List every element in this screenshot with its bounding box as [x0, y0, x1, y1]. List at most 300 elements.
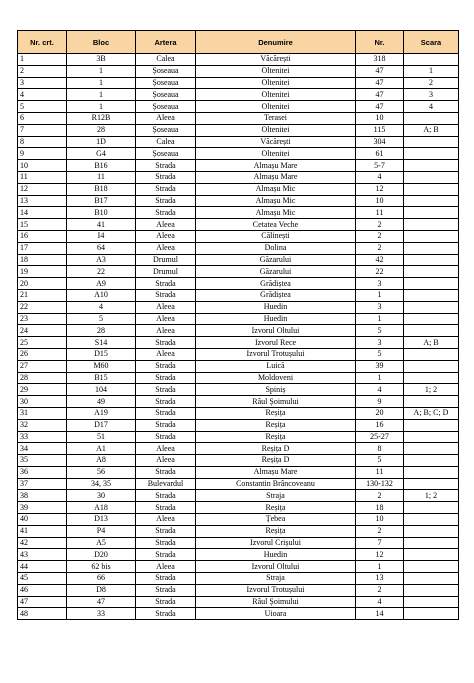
table-row [18, 525, 459, 537]
cell-bloc: D20 [67, 549, 136, 561]
table-row [18, 573, 459, 585]
cell-nr-crt: 27 [18, 360, 67, 372]
cell-nr-crt: 22 [18, 301, 67, 313]
cell-denumire: Almașu Mic [196, 207, 356, 219]
table-row [18, 384, 459, 396]
cell-nr: 130-132 [356, 478, 404, 490]
cell-nr-crt: 30 [18, 396, 67, 408]
table-row [18, 160, 459, 172]
cell-nr-crt: 32 [18, 419, 67, 431]
cell-bloc: 66 [67, 573, 136, 585]
cell-artera: Strada [136, 502, 196, 514]
cell-denumire: Văcărești [196, 54, 356, 66]
table-row [18, 455, 459, 467]
table-row [18, 396, 459, 408]
cell-nr: 318 [356, 54, 404, 66]
cell-bloc: 3B [67, 54, 136, 66]
cell-artera: Strada [136, 608, 196, 620]
cell-nr: 5 [356, 348, 404, 360]
cell-denumire: Grădiștea [196, 289, 356, 301]
cell-artera: Strada [136, 525, 196, 537]
table-row [18, 278, 459, 290]
blocks-table [17, 30, 459, 620]
table-row [18, 148, 459, 160]
cell-denumire: Almașu Mare [196, 160, 356, 172]
cell-artera: Aleea [136, 348, 196, 360]
cell-nr: 20 [356, 407, 404, 419]
cell-artera: Aleea [136, 112, 196, 124]
table-row [18, 360, 459, 372]
table-row [18, 337, 459, 349]
cell-denumire: Oltenitei [196, 124, 356, 136]
cell-artera: Aleea [136, 514, 196, 526]
cell-nr-crt: 38 [18, 490, 67, 502]
table-row [18, 124, 459, 136]
cell-bloc: 30 [67, 490, 136, 502]
cell-artera: Aleea [136, 301, 196, 313]
cell-nr-crt: 48 [18, 608, 67, 620]
cell-denumire: Izvorul Crișului [196, 537, 356, 549]
cell-bloc: 41 [67, 219, 136, 231]
table-row [18, 419, 459, 431]
cell-scara: 1; 2 [404, 490, 459, 502]
cell-denumire: Reșița D [196, 455, 356, 467]
cell-nr-crt: 19 [18, 266, 67, 278]
cell-denumire: Spiniș [196, 384, 356, 396]
cell-nr: 47 [356, 77, 404, 89]
cell-nr: 4 [356, 384, 404, 396]
cell-denumire: Găzarului [196, 254, 356, 266]
cell-denumire: Constantin Brâncoveanu [196, 478, 356, 490]
cell-artera: Strada [136, 337, 196, 349]
cell-scara [404, 195, 459, 207]
cell-nr-crt: 29 [18, 384, 67, 396]
table-row [18, 325, 459, 337]
cell-denumire: Reșița D [196, 443, 356, 455]
cell-artera: Șoseaua [136, 65, 196, 77]
cell-nr: 5 [356, 325, 404, 337]
cell-denumire: Grădiștea [196, 278, 356, 290]
cell-scara [404, 207, 459, 219]
cell-bloc: 64 [67, 242, 136, 254]
header-nr-crt: Nr. crt. [18, 31, 67, 54]
table-row [18, 372, 459, 384]
cell-artera: Strada [136, 407, 196, 419]
cell-denumire: Cetatea Veche [196, 219, 356, 231]
cell-nr-crt: 21 [18, 289, 67, 301]
cell-bloc: A19 [67, 407, 136, 419]
cell-denumire: Terasei [196, 112, 356, 124]
cell-artera: Strada [136, 431, 196, 443]
cell-denumire: Găzarului [196, 266, 356, 278]
cell-nr-crt: 40 [18, 514, 67, 526]
cell-scara: 1 [404, 65, 459, 77]
cell-bloc: 62 bis [67, 561, 136, 573]
cell-nr-crt: 16 [18, 230, 67, 242]
table-row [18, 289, 459, 301]
cell-bloc: 51 [67, 431, 136, 443]
cell-nr: 1 [356, 561, 404, 573]
cell-scara [404, 301, 459, 313]
cell-scara [404, 242, 459, 254]
cell-bloc: G4 [67, 148, 136, 160]
cell-nr-crt: 10 [18, 160, 67, 172]
cell-denumire: Călinești [196, 230, 356, 242]
cell-scara [404, 348, 459, 360]
cell-scara [404, 549, 459, 561]
cell-nr-crt: 6 [18, 112, 67, 124]
cell-nr: 12 [356, 183, 404, 195]
table-row [18, 207, 459, 219]
cell-nr-crt: 23 [18, 313, 67, 325]
cell-scara [404, 537, 459, 549]
cell-nr: 1 [356, 372, 404, 384]
cell-denumire: Râul Șoimului [196, 396, 356, 408]
cell-nr: 12 [356, 549, 404, 561]
cell-artera: Aleea [136, 242, 196, 254]
cell-bloc: 49 [67, 396, 136, 408]
table-row [18, 407, 459, 419]
cell-bloc: B15 [67, 372, 136, 384]
cell-bloc: 34, 35 [67, 478, 136, 490]
cell-scara [404, 443, 459, 455]
cell-denumire: Izvorul Trotușului [196, 584, 356, 596]
cell-bloc: 1 [67, 89, 136, 101]
cell-artera: Aleea [136, 455, 196, 467]
table-row [18, 54, 459, 66]
cell-nr-crt: 36 [18, 466, 67, 478]
table-row [18, 65, 459, 77]
cell-nr-crt: 9 [18, 148, 67, 160]
cell-artera: Strada [136, 490, 196, 502]
cell-scara [404, 278, 459, 290]
cell-scara [404, 171, 459, 183]
cell-bloc: 47 [67, 596, 136, 608]
cell-denumire: Oltenitei [196, 77, 356, 89]
cell-nr-crt: 39 [18, 502, 67, 514]
cell-nr-crt: 14 [18, 207, 67, 219]
table-row [18, 537, 459, 549]
cell-scara: A; B; C; D [404, 407, 459, 419]
cell-nr: 10 [356, 514, 404, 526]
cell-nr: 3 [356, 337, 404, 349]
table-row [18, 313, 459, 325]
cell-artera: Aleea [136, 313, 196, 325]
cell-artera: Șoseaua [136, 89, 196, 101]
cell-denumire: Reșița [196, 502, 356, 514]
cell-scara [404, 466, 459, 478]
cell-denumire: Izvorul Oltului [196, 561, 356, 573]
cell-scara [404, 514, 459, 526]
cell-bloc: A9 [67, 278, 136, 290]
cell-bloc: A8 [67, 455, 136, 467]
table-row [18, 301, 459, 313]
cell-nr: 7 [356, 537, 404, 549]
cell-nr: 1 [356, 313, 404, 325]
cell-bloc: B10 [67, 207, 136, 219]
cell-bloc: A10 [67, 289, 136, 301]
cell-artera: Strada [136, 171, 196, 183]
cell-bloc: D15 [67, 348, 136, 360]
cell-denumire: Reșița [196, 431, 356, 443]
cell-scara [404, 561, 459, 573]
cell-bloc: 104 [67, 384, 136, 396]
cell-denumire: Almașu Mare [196, 466, 356, 478]
cell-nr-crt: 20 [18, 278, 67, 290]
cell-denumire: Straja [196, 490, 356, 502]
cell-artera: Strada [136, 549, 196, 561]
cell-artera: Strada [136, 289, 196, 301]
cell-artera: Strada [136, 384, 196, 396]
cell-nr-crt: 26 [18, 348, 67, 360]
header-artera: Artera [136, 31, 196, 54]
cell-nr-crt: 47 [18, 596, 67, 608]
cell-bloc: 28 [67, 124, 136, 136]
table-row [18, 431, 459, 443]
cell-bloc: 1D [67, 136, 136, 148]
cell-nr-crt: 44 [18, 561, 67, 573]
cell-nr: 47 [356, 101, 404, 113]
table-row [18, 561, 459, 573]
cell-nr: 61 [356, 148, 404, 160]
cell-scara: 1; 2 [404, 384, 459, 396]
cell-denumire: Uioara [196, 608, 356, 620]
cell-nr: 39 [356, 360, 404, 372]
cell-nr: 10 [356, 112, 404, 124]
cell-nr: 11 [356, 466, 404, 478]
cell-nr-crt: 31 [18, 407, 67, 419]
cell-scara [404, 360, 459, 372]
table-row [18, 230, 459, 242]
header-nr: Nr. [356, 31, 404, 54]
cell-nr: 8 [356, 443, 404, 455]
cell-denumire: Luică [196, 360, 356, 372]
cell-bloc: 1 [67, 65, 136, 77]
table-row [18, 514, 459, 526]
cell-bloc: M60 [67, 360, 136, 372]
table-row [18, 584, 459, 596]
cell-nr-crt: 2 [18, 65, 67, 77]
cell-artera: Strada [136, 195, 196, 207]
cell-nr: 25-27 [356, 431, 404, 443]
cell-artera: Strada [136, 573, 196, 585]
cell-nr-crt: 35 [18, 455, 67, 467]
table-row [18, 77, 459, 89]
cell-denumire: Huedin [196, 313, 356, 325]
cell-denumire: Râul Șoimului [196, 596, 356, 608]
cell-artera: Calea [136, 136, 196, 148]
cell-bloc: D8 [67, 584, 136, 596]
cell-scara: A; B [404, 124, 459, 136]
cell-nr: 4 [356, 596, 404, 608]
cell-denumire: Reșița [196, 419, 356, 431]
cell-bloc: 22 [67, 266, 136, 278]
cell-denumire: Văcărești [196, 136, 356, 148]
cell-denumire: Izvorul Rece [196, 337, 356, 349]
table-row [18, 101, 459, 113]
cell-denumire: Oltenitei [196, 89, 356, 101]
cell-nr-crt: 42 [18, 537, 67, 549]
cell-nr-crt: 34 [18, 443, 67, 455]
cell-artera: Strada [136, 466, 196, 478]
cell-nr-crt: 15 [18, 219, 67, 231]
cell-nr-crt: 18 [18, 254, 67, 266]
table-row [18, 608, 459, 620]
cell-denumire: Oltenitei [196, 101, 356, 113]
cell-scara: 2 [404, 77, 459, 89]
cell-scara [404, 455, 459, 467]
cell-nr: 18 [356, 502, 404, 514]
table-row [18, 219, 459, 231]
cell-nr-crt: 41 [18, 525, 67, 537]
cell-denumire: Moldoveni [196, 372, 356, 384]
cell-scara [404, 396, 459, 408]
cell-nr: 1 [356, 289, 404, 301]
cell-nr: 2 [356, 242, 404, 254]
cell-denumire: Oltenitei [196, 148, 356, 160]
cell-scara [404, 266, 459, 278]
cell-nr: 16 [356, 419, 404, 431]
cell-bloc: A3 [67, 254, 136, 266]
cell-bloc: B17 [67, 195, 136, 207]
cell-bloc: D13 [67, 514, 136, 526]
table-row [18, 443, 459, 455]
cell-nr: 2 [356, 584, 404, 596]
table-body [18, 54, 459, 620]
cell-artera: Strada [136, 160, 196, 172]
cell-bloc: B18 [67, 183, 136, 195]
cell-denumire: Huedin [196, 549, 356, 561]
table-row [18, 348, 459, 360]
cell-scara [404, 372, 459, 384]
cell-artera: Strada [136, 372, 196, 384]
cell-nr-crt: 7 [18, 124, 67, 136]
cell-scara [404, 160, 459, 172]
cell-scara [404, 502, 459, 514]
cell-nr-crt: 12 [18, 183, 67, 195]
cell-scara [404, 230, 459, 242]
cell-scara [404, 54, 459, 66]
cell-nr-crt: 28 [18, 372, 67, 384]
cell-artera: Aleea [136, 230, 196, 242]
cell-nr: 10 [356, 195, 404, 207]
cell-artera: Șoseaua [136, 148, 196, 160]
cell-artera: Strada [136, 278, 196, 290]
table-row [18, 490, 459, 502]
cell-nr: 9 [356, 396, 404, 408]
cell-nr: 2 [356, 230, 404, 242]
cell-artera: Strada [136, 584, 196, 596]
cell-artera: Drumul [136, 254, 196, 266]
cell-nr-crt: 13 [18, 195, 67, 207]
cell-denumire: Almașu Mic [196, 195, 356, 207]
cell-nr: 4 [356, 171, 404, 183]
cell-nr-crt: 45 [18, 573, 67, 585]
table-row [18, 596, 459, 608]
header-scara: Scara [404, 31, 459, 54]
cell-scara [404, 573, 459, 585]
cell-bloc: A18 [67, 502, 136, 514]
cell-scara [404, 313, 459, 325]
cell-artera: Strada [136, 360, 196, 372]
cell-nr-crt: 37 [18, 478, 67, 490]
table-row [18, 242, 459, 254]
cell-bloc: 4 [67, 301, 136, 313]
cell-denumire: Țebea [196, 514, 356, 526]
cell-bloc: 33 [67, 608, 136, 620]
cell-bloc: 28 [67, 325, 136, 337]
table-row [18, 549, 459, 561]
cell-artera: Bulevardul [136, 478, 196, 490]
cell-nr-crt: 3 [18, 77, 67, 89]
cell-artera: Aleea [136, 443, 196, 455]
cell-denumire: Almașu Mare [196, 171, 356, 183]
cell-denumire: Huedin [196, 301, 356, 313]
cell-nr-crt: 5 [18, 101, 67, 113]
cell-nr: 304 [356, 136, 404, 148]
cell-nr: 42 [356, 254, 404, 266]
cell-scara [404, 289, 459, 301]
cell-bloc: B16 [67, 160, 136, 172]
cell-denumire: Reșița [196, 525, 356, 537]
cell-denumire: Izvorul Trotușului [196, 348, 356, 360]
cell-bloc: 1 [67, 77, 136, 89]
table-row [18, 478, 459, 490]
cell-nr-crt: 33 [18, 431, 67, 443]
cell-nr-crt: 8 [18, 136, 67, 148]
cell-nr-crt: 25 [18, 337, 67, 349]
cell-nr: 5-7 [356, 160, 404, 172]
cell-denumire: Oltenitei [196, 65, 356, 77]
cell-bloc: 5 [67, 313, 136, 325]
cell-nr-crt: 43 [18, 549, 67, 561]
cell-artera: Strada [136, 396, 196, 408]
cell-bloc: I4 [67, 230, 136, 242]
cell-artera: Strada [136, 207, 196, 219]
cell-nr-crt: 1 [18, 54, 67, 66]
cell-bloc: 56 [67, 466, 136, 478]
cell-nr: 115 [356, 124, 404, 136]
table-row [18, 195, 459, 207]
table-row [18, 254, 459, 266]
cell-scara [404, 148, 459, 160]
cell-nr-crt: 46 [18, 584, 67, 596]
cell-denumire: Izvorul Oltului [196, 325, 356, 337]
cell-scara: 4 [404, 101, 459, 113]
cell-denumire: Almașu Mic [196, 183, 356, 195]
cell-scara [404, 419, 459, 431]
cell-bloc: A5 [67, 537, 136, 549]
cell-nr: 2 [356, 219, 404, 231]
header-bloc: Bloc [67, 31, 136, 54]
header-denumire: Denumire [196, 31, 356, 54]
cell-artera: Strada [136, 537, 196, 549]
table-row [18, 171, 459, 183]
cell-scara: A; B [404, 337, 459, 349]
cell-bloc: 1 [67, 101, 136, 113]
cell-nr-crt: 4 [18, 89, 67, 101]
table-row [18, 183, 459, 195]
cell-artera: Strada [136, 419, 196, 431]
cell-denumire: Reșița [196, 407, 356, 419]
cell-nr: 5 [356, 455, 404, 467]
table-row [18, 502, 459, 514]
table-header-row [18, 31, 459, 54]
cell-bloc: S14 [67, 337, 136, 349]
cell-bloc: P4 [67, 525, 136, 537]
cell-scara [404, 525, 459, 537]
cell-bloc: D17 [67, 419, 136, 431]
